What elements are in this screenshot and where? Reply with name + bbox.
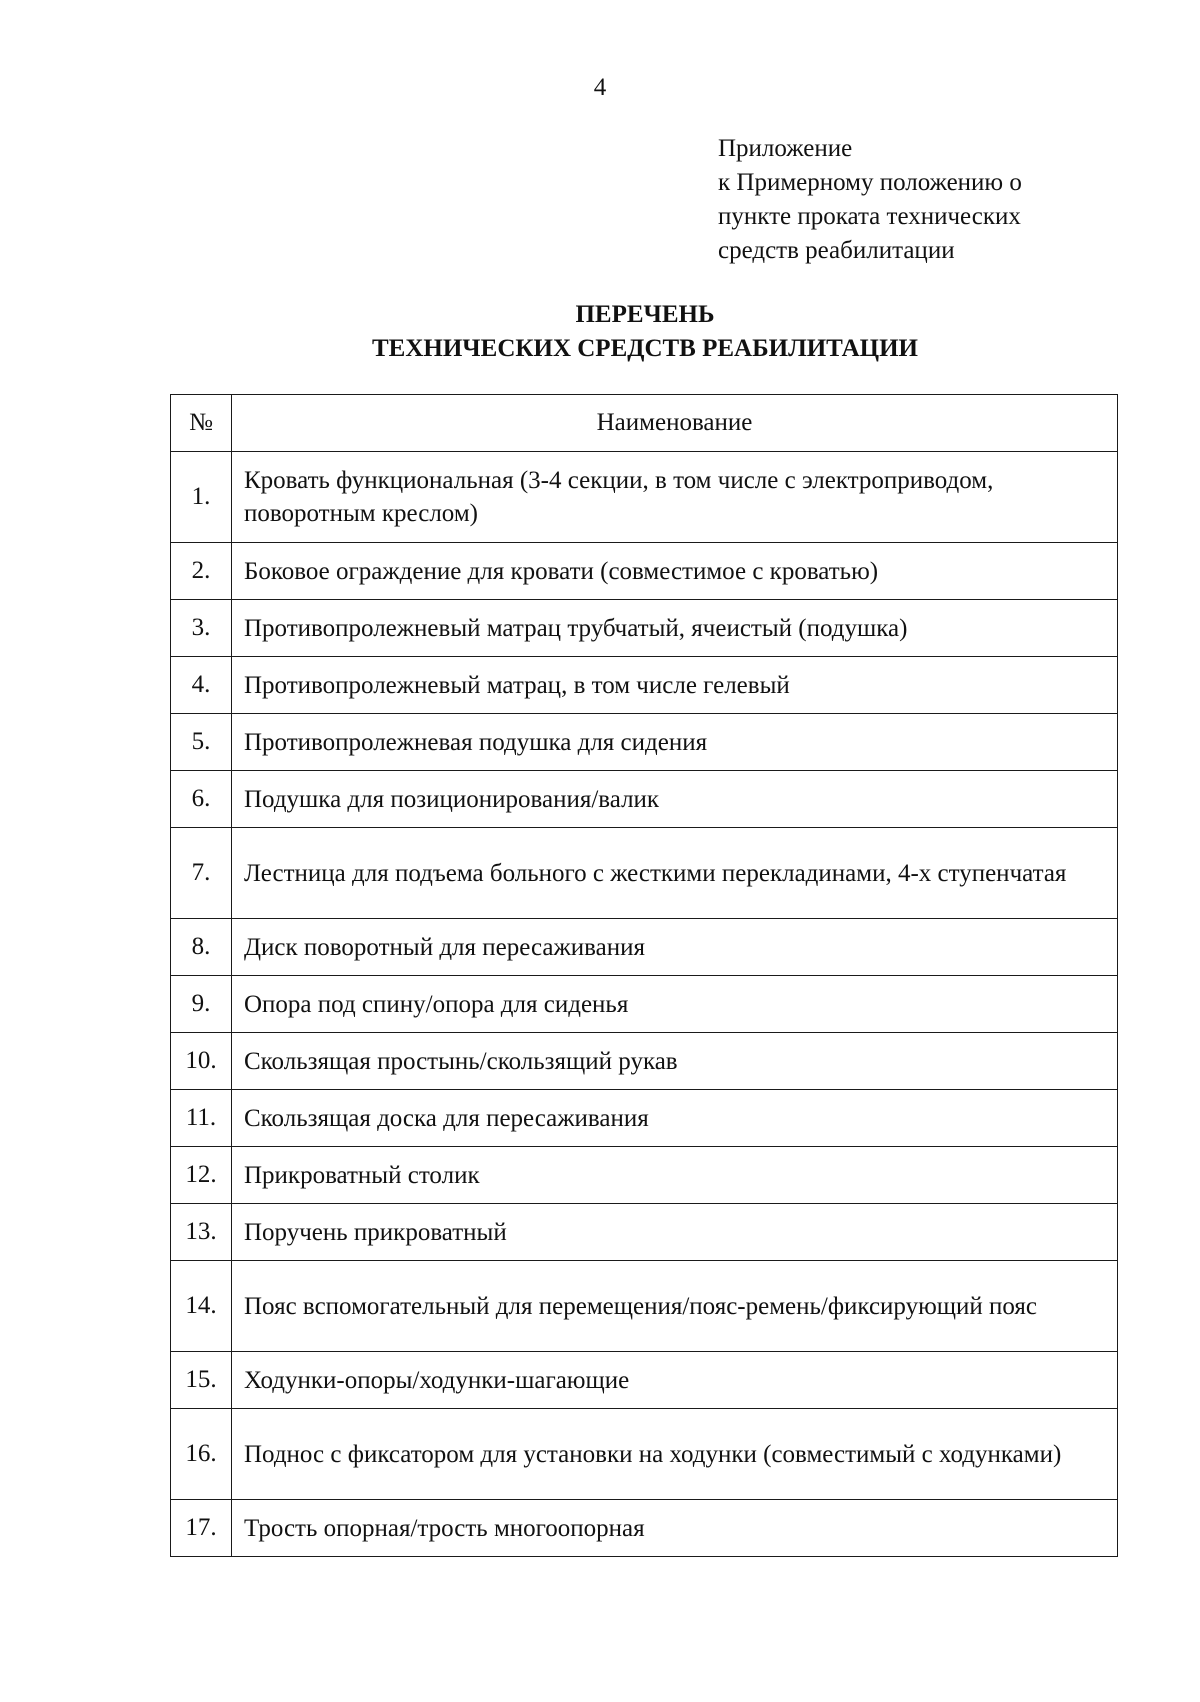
table-row <box>171 1147 1118 1204</box>
table-row <box>171 452 1118 543</box>
row-name: Лестница для подъема больного с жесткими перекладинами, 4-х ступенчатая <box>232 828 1118 919</box>
table-row <box>171 714 1118 771</box>
table-row <box>171 919 1118 976</box>
row-number: 10. <box>171 1033 232 1090</box>
row-name: Кровать функциональная (3-4 секции, в том числе с электроприводом, поворотным креслом) <box>232 452 1118 543</box>
row-number: 5. <box>171 714 232 771</box>
page-number: 4 <box>593 74 607 101</box>
row-number: 14. <box>171 1261 232 1352</box>
row-number: 13. <box>171 1204 232 1261</box>
row-name: Противопролежневая подушка для сидения <box>232 714 1118 771</box>
title-line-2: ТЕХНИЧЕСКИХ СРЕДСТВ РЕАБИЛИТАЦИИ <box>372 335 918 362</box>
row-name: Поручень прикроватный <box>232 1204 1118 1261</box>
row-name: Прикроватный столик <box>232 1147 1118 1204</box>
table-row <box>171 543 1118 600</box>
row-name: Трость опорная/трость многоопорная <box>232 1500 1118 1557</box>
row-number: 9. <box>171 976 232 1033</box>
row-number: 4. <box>171 657 232 714</box>
table-row <box>171 657 1118 714</box>
appendix-line: Приложение <box>718 135 853 162</box>
row-number: 1. <box>171 452 232 543</box>
row-name: Скользящая доска для пересаживания <box>232 1090 1118 1147</box>
row-name: Поднос с фиксатором для установки на ходунки (совместимый с ходунками) <box>232 1409 1118 1500</box>
table-row <box>171 600 1118 657</box>
row-number: 17. <box>171 1500 232 1557</box>
header-number: № <box>171 395 232 452</box>
row-number: 2. <box>171 543 232 600</box>
row-name: Скользящая простынь/скользящий рукав <box>232 1033 1118 1090</box>
row-number: 16. <box>171 1409 232 1500</box>
row-number: 8. <box>171 919 232 976</box>
table-row <box>171 1500 1118 1557</box>
appendix-line: средств реабилитации <box>718 237 955 264</box>
table-row <box>171 1033 1118 1090</box>
row-number: 12. <box>171 1147 232 1204</box>
table-row <box>171 1090 1118 1147</box>
items-table <box>170 394 1118 1557</box>
appendix-line: к Примерному положению о <box>718 169 1022 196</box>
row-name: Пояс вспомогательный для перемещения/пояс-ремень/фиксирующий пояс <box>232 1261 1118 1352</box>
row-number: 11. <box>171 1090 232 1147</box>
table-header-row <box>171 395 1118 452</box>
row-number: 6. <box>171 771 232 828</box>
header-name: Наименование <box>232 395 1118 452</box>
row-number: 7. <box>171 828 232 919</box>
row-name: Ходунки-опоры/ходунки-шагающие <box>232 1352 1118 1409</box>
appendix-line: пункте проката технических <box>718 203 1021 230</box>
table-row <box>171 771 1118 828</box>
row-name: Противопролежневый матрац, в том числе гелевый <box>232 657 1118 714</box>
row-number: 15. <box>171 1352 232 1409</box>
title-line-1: ПЕРЕЧЕНЬ <box>575 301 715 328</box>
document-title <box>0 298 1200 366</box>
row-name: Опора под спину/опора для сиденья <box>232 976 1118 1033</box>
table-row <box>171 1409 1118 1500</box>
table-row <box>171 1204 1118 1261</box>
appendix-note <box>718 132 1138 268</box>
table-row <box>171 828 1118 919</box>
row-name: Подушка для позиционирования/валик <box>232 771 1118 828</box>
table-row <box>171 1352 1118 1409</box>
row-name: Боковое ограждение для кровати (совместимое с кроватью) <box>232 543 1118 600</box>
row-name: Диск поворотный для пересаживания <box>232 919 1118 976</box>
row-number: 3. <box>171 600 232 657</box>
row-name: Противопролежневый матрац трубчатый, ячеистый (подушка) <box>232 600 1118 657</box>
table-row <box>171 1261 1118 1352</box>
table-row <box>171 976 1118 1033</box>
